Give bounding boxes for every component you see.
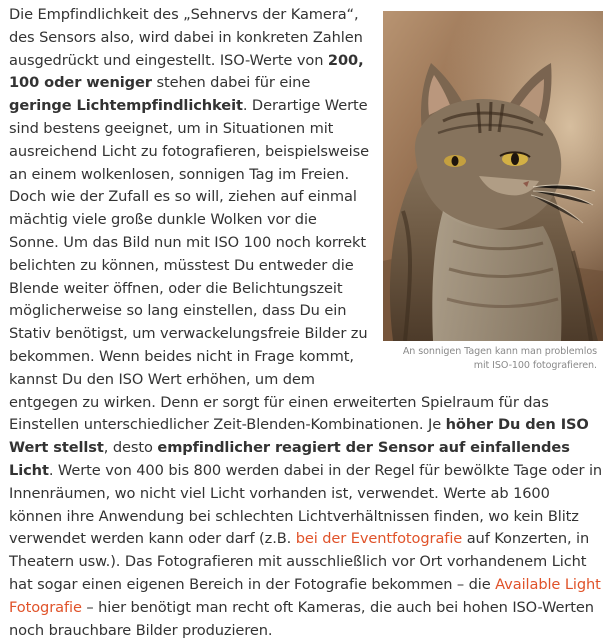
text-segment-7: – hier benötigt man recht oft Kameras, die auch bei hohen ISO-Werten noch brauchbare Bilder produzieren.: [9, 598, 594, 639]
text-segment-1: Die Empfindlichkeit des „Sehnervs der Kamera“, des Sensors also, wird dabei in konkreten Zahlen ausgedrückt und eingestellt. ISO-Werte von: [9, 6, 363, 69]
bold-sensor-sensitivity: empfindlicher reagiert der Sensor auf einfallendes Licht: [9, 439, 570, 479]
available-light-link[interactable]: Available Light Fotografie: [9, 575, 601, 616]
text-segment-5: . Werte von 400 bis 800 werden dabei in der Regel für bewölkte Tage oder in Innenräumen, wo nicht viel Licht vorhanden ist, verwendet. Werte ab 1600 können ihre Anwendung bei schlechten Lichtverhältnissen finden, wo kein Blitz verwendet werden kann oder darf (z.B.: [9, 461, 603, 548]
photo-caption: [381, 345, 603, 373]
bold-low-sensitivity: geringe Lichtempfindlichkeit: [9, 97, 243, 115]
text-segment-4: , desto: [103, 439, 158, 457]
bold-higher-iso: höher Du den ISO Wert stellst: [9, 416, 589, 457]
article-body: [9, 4, 603, 642]
eventfotografie-link[interactable]: bei der Eventfotografie: [295, 530, 463, 548]
cat-photo: [383, 11, 603, 341]
caption-line-1: An sonnigen Tagen kann man problemlos: [402, 346, 597, 357]
bold-iso-low-values: 200, 100 oder weniger: [9, 51, 364, 92]
cat-photo-figure: [381, 11, 603, 373]
caption-line-2: mit ISO-100 fotografieren.: [473, 360, 597, 371]
text-segment-6: auf Konzerten, in Theatern usw.). Das Fotografieren mit ausschließlich vor Ort vorhandenem Licht hat sogar einen eigenen Bereich in der Fotografie bekommen – die: [9, 530, 590, 593]
text-segment-2: stehen dabei für eine: [151, 74, 311, 92]
text-segment-3: . Derartige Werte sind bestens geeignet, um in Situationen mit ausreichend Licht zu fotografieren, beispielsweise an einem wolkenlosen, sonnigen Tag im Freien. Doch wie der Zufall es so will, ziehen auf einmal mächtig viele große dunkle Wolken vor die Sonne. Um das Bild nun mit ISO 100 noch korrekt belichten zu können, müsstest Du entweder die Blende weiter öffnen, oder die Belichtungszeit möglicherweise so lang einstellen, dass Du ein Stativ benötigst, um verwackelungsfreie Bilder zu bekommen. Wenn beides nicht in Frage kommt, kannst Du den ISO Wert erhöhen, um dem entgegen zu wirken. Denn er sorgt für einen erweiterten Spielraum für das Einstellen unterschiedlicher Zeit-Blenden-Kombinationen. Je: [9, 97, 549, 434]
